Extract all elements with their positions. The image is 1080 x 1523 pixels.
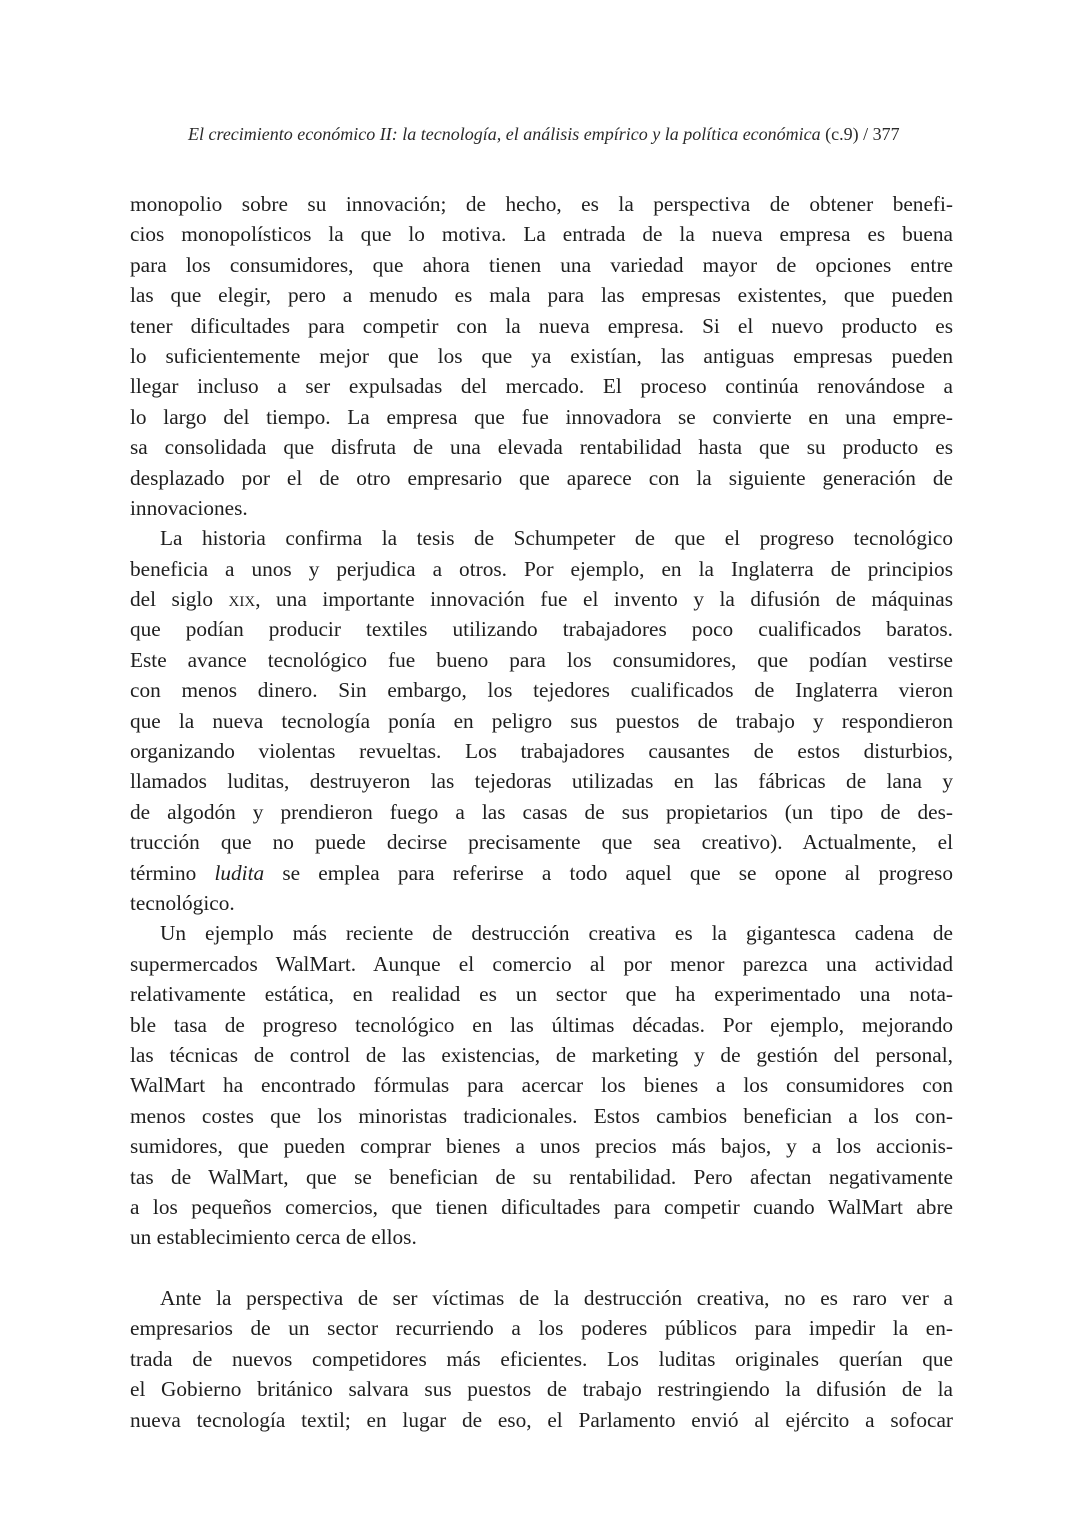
text-line: el Gobierno británico salvara sus puestos de trabajo restringiendo la difusión de la: [130, 1377, 953, 1402]
header-separator: /: [863, 124, 869, 144]
text-line: de algodón y prendieron fuego a las casas de sus propietarios (un tipo de des-: [130, 799, 953, 824]
text-line: lo suficientemente mejor que los que ya existían, las antiguas empresas pueden: [130, 343, 953, 368]
text-line: trucción que no puede decirse precisamente que sea creativo). Actualmente, el: [130, 830, 953, 855]
text-line: que la nueva tecnología ponía en peligro sus puestos de trabajo y respondieron: [130, 708, 953, 733]
text-line: ble tasa de progreso tecnológico en las últimas décadas. Por ejemplo, mejorando: [130, 1012, 953, 1037]
text-line: menos costes que los minoristas tradicionales. Estos cambios benefician a los con-: [130, 1103, 953, 1128]
text-line: sa consolidada que disfruta de una elevada rentabilidad hasta que su producto es: [130, 435, 953, 460]
text-line: innovaciones.: [130, 495, 248, 520]
text-segment: del siglo: [130, 587, 229, 612]
paragraph: [130, 1283, 953, 1435]
body-text: [130, 189, 953, 1435]
text-line: nueva tecnología textil; en lugar de eso, el Parlamento envió al ejército a sofocar: [130, 1407, 953, 1432]
text-line: tener dificultades para competir con la nueva empresa. Si el nuevo producto es: [130, 313, 953, 338]
text-line: Un ejemplo más reciente de destrucción creativa es la gigantesca cadena de: [160, 921, 953, 946]
text-line: beneficia a unos y perjudica a otros. Por ejemplo, en la Inglaterra de principios: [130, 556, 953, 581]
text-segment: término: [130, 860, 215, 885]
running-header-title: El crecimiento económico II: la tecnología, el análisis empírico y la política económica: [188, 124, 821, 144]
text-line: WalMart ha encontrado fórmulas para acercar los bienes a los consumidores con: [130, 1073, 953, 1098]
text-line: tecnológico.: [130, 890, 235, 915]
text-line: llegar incluso a ser expulsadas del mercado. El proceso continúa renovándose a: [130, 374, 953, 399]
text-line: trada de nuevos competidores más eficientes. Los luditas originales querían que: [130, 1346, 953, 1371]
text-line: empresarios de un sector recurriendo a los poderes públicos para impedir la en-: [130, 1316, 953, 1341]
text-line: Este avance tecnológico fue bueno para los consumidores, que podían vestirse: [130, 647, 953, 672]
text-line: [130, 858, 953, 888]
text-line: lo largo del tiempo. La empresa que fue innovadora se convierte en una empre-: [130, 404, 953, 429]
chapter-ref: (c.9): [825, 124, 859, 144]
text-line: supermercados WalMart. Aunque el comercio al por menor parezca una actividad: [130, 951, 953, 976]
text-line: un establecimiento cerca de ellos.: [130, 1225, 417, 1250]
text-line: tas de WalMart, que se benefician de su rentabilidad. Pero afectan negativamente: [130, 1164, 953, 1189]
text-line: relativamente estática, en realidad es un sector que ha experimentado una nota-: [130, 982, 953, 1007]
text-segment: , una importante innovación fue el invento y la difusión de máquinas: [255, 587, 953, 612]
italic-term: ludita: [214, 860, 265, 885]
text-line: las que elegir, pero a menudo es mala para las empresas existentes, que pueden: [130, 283, 953, 308]
text-line: las técnicas de control de las existencias, de marketing y de gestión del personal,: [130, 1042, 953, 1067]
paragraph: [130, 523, 953, 918]
text-line: a los pequeños comercios, que tienen dificultades para competir cuando WalMart abre: [130, 1194, 953, 1219]
paragraph-gap: [130, 1253, 953, 1283]
running-header: [188, 124, 953, 145]
text-line: [130, 584, 953, 614]
text-line: para los consumidores, que ahora tienen una variedad mayor de opciones entre: [130, 252, 953, 277]
text-line: cios monopolísticos la que lo motiva. La entrada de la nueva empresa es buena: [130, 222, 953, 247]
page-number: 377: [872, 124, 900, 144]
text-line: monopolio sobre su innovación; de hecho, es la perspectiva de obtener benefi-: [130, 192, 953, 216]
small-caps-numeral: xix: [228, 587, 256, 612]
text-line: desplazado por el de otro empresario que aparece con la siguiente generación de: [130, 465, 953, 490]
text-line: La historia confirma la tesis de Schumpeter de que el progreso tecnológico: [160, 526, 953, 551]
text-line: llamados luditas, destruyeron las tejedoras utilizadas en las fábricas de lana y: [130, 769, 953, 794]
text-line: organizando violentas revueltas. Los trabajadores causantes de estos disturbios,: [130, 739, 953, 764]
paragraph: [130, 189, 953, 523]
text-line: con menos dinero. Sin embargo, los tejedores cualificados de Inglaterra vieron: [130, 678, 953, 703]
text-line: Ante la perspectiva de ser víctimas de la destrucción creativa, no es raro ver a: [160, 1286, 953, 1311]
text-segment: se emplea para referirse a todo aquel que se opone al progreso: [264, 860, 953, 885]
text-line: que podían producir textiles utilizando trabajadores poco cualificados baratos.: [130, 617, 953, 642]
paragraph: [130, 918, 953, 1252]
text-line: sumidores, que pueden comprar bienes a unos precios más bajos, y a los accionis-: [130, 1134, 953, 1159]
